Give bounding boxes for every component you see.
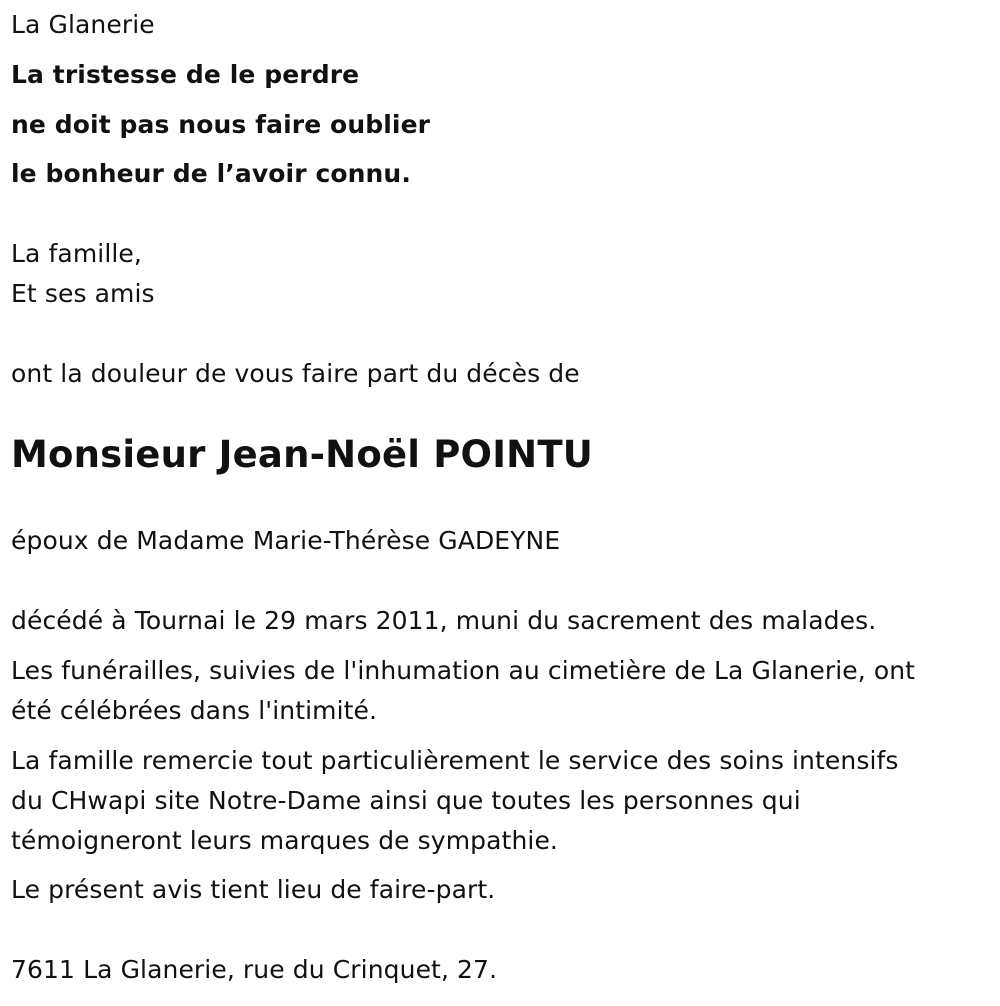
poem-line-1: La tristesse de le perdre bbox=[11, 60, 360, 89]
poem-line-3: le bonheur de l’avoir connu. bbox=[11, 159, 411, 188]
funeral-line-2: été célébrées dans l'intimité. bbox=[11, 696, 378, 725]
notice-line: Le présent avis tient lieu de faire-part. bbox=[11, 875, 496, 904]
funeral-line-1: Les funérailles, suivies de l'inhumation au cimetière de La Glanerie, ont bbox=[11, 656, 916, 685]
address-text: 7611 La Glanerie, rue du Crinquet, 27. bbox=[11, 955, 498, 984]
family-line-1: La famille, bbox=[11, 239, 142, 268]
thanks-line-2: du CHwapi site Notre-Dame ainsi que toutes les personnes qui bbox=[11, 786, 801, 815]
thanks-line-1: La famille remercie tout particulièrement le service des soins intensifs bbox=[11, 746, 899, 775]
death-info-text: décédé à Tournai le 29 mars 2011, muni du sacrement des malades. bbox=[11, 606, 877, 635]
deceased-name: Monsieur Jean-Noël POINTU bbox=[11, 433, 594, 476]
location-heading: La Glanerie bbox=[11, 10, 155, 39]
thanks-line-3: témoigneront leurs marques de sympathie. bbox=[11, 826, 558, 855]
poem-line-2: ne doit pas nous faire oublier bbox=[11, 110, 431, 139]
announcement-text: ont la douleur de vous faire part du décès de bbox=[11, 359, 580, 388]
family-line-2: Et ses amis bbox=[11, 279, 155, 308]
spouse-text: époux de Madame Marie-Thérèse GADEYNE bbox=[11, 526, 561, 555]
